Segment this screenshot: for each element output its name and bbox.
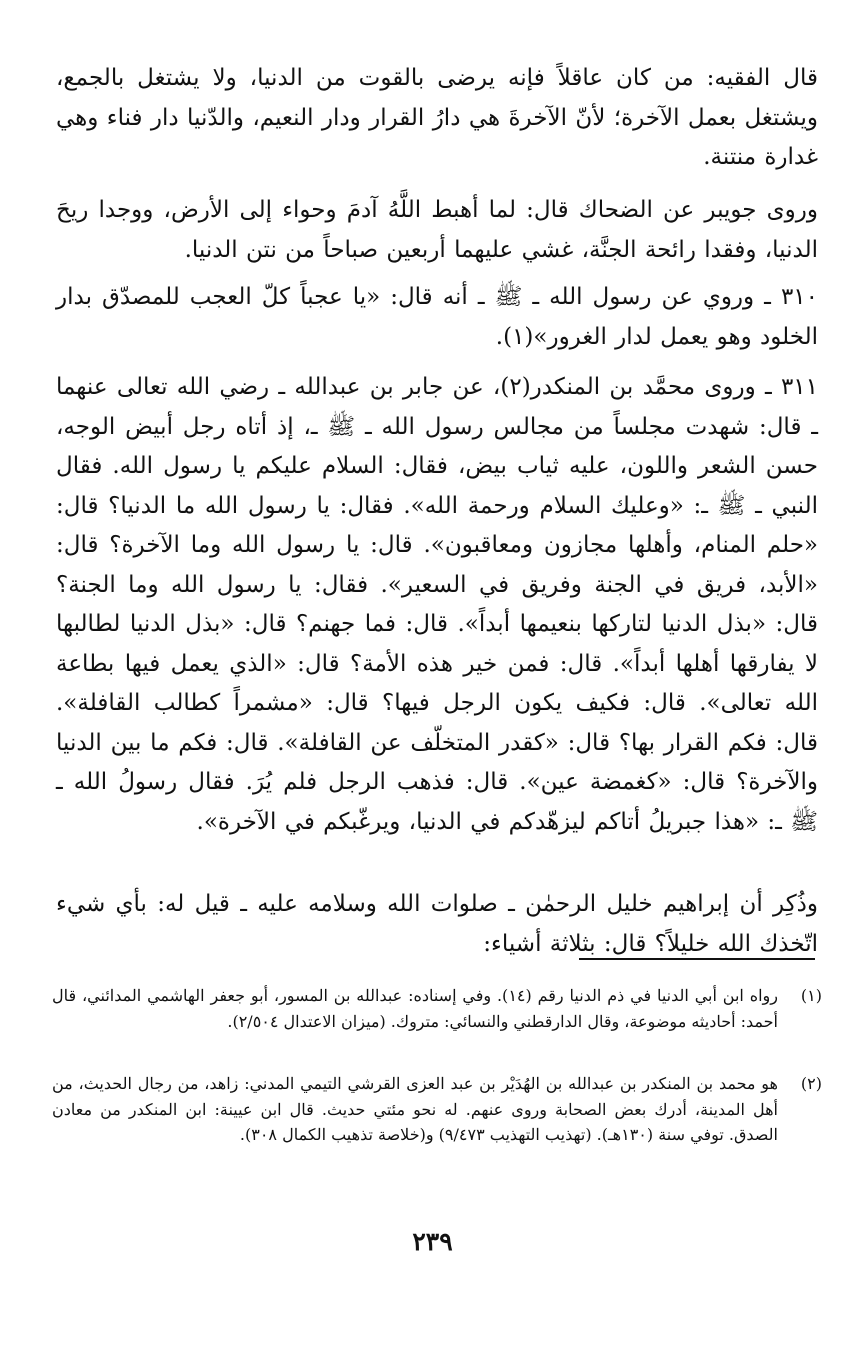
paragraph-juwaybir: وروى جويبر عن الضحاك قال: لما أهبط اللَّهُ آدمَ وحواء إلى الأرض، ووجدا ريحَ الدنيا، وفقدا رائحة الجنَّة، غشي عليهما أربعين صباحاً من نتن الدنيا. [56, 197, 818, 263]
footnote-2 [52, 1071, 822, 1148]
footnote-1 [52, 983, 822, 1034]
hadith-310: ٣١٠ ـ وروي عن رسول الله ـ ﷺ ـ أنه قال: «يا عجباً كلّ العجب للمصدّق بدار الخلود وهو يعمل لدار الغرور»(١). [56, 284, 818, 350]
footnote-number: (٢) [800, 1074, 822, 1093]
footnote-number: (١) [800, 986, 822, 1005]
paragraph-faqih: قال الفقيه: من كان عاقلاً فإنه يرضى بالقوت من الدنيا، ولا يشتغل بالجمع، ويشتغل بعمل الآخرة؛ لأنّ الآخرةَ هي دارُ القرار ودار النعيم، والدّنيا دار فناء وهي غدارة منتنة. [56, 65, 818, 170]
footnote-divider [579, 958, 815, 960]
paragraph-ibrahim: وذُكِر أن إبراهيم خليل الرحمٰن ـ صلوات الله وسلامه عليه ـ قيل له: بأي شيء اتّخذك الله خليلاً؟ قال: بثلاثة أشياء: [56, 891, 818, 957]
footnote-text: رواه ابن أبي الدنيا في ذم الدنيا رقم (١٤). وفي إسناده: عبدالله بن المسور، أبو جعفر الهاشمي المدائني، قال أحمد: أحاديثه موضوعة، وقال الدارقطني والنسائي: متروك. (ميزان الاعتدال ٢/٥٠٤). [52, 986, 779, 1031]
page-number: ٢٣٩ [412, 1227, 453, 1256]
footnote-text: هو محمد بن المنكدر بن عبدالله بن الهُدَيْر بن عبد العزى القرشي التيمي المدني: زاهد، من رجال الحديث، من أهل المدينة، أدرك بعض الصحابة وروى عنهم. له نحو مئتي حديث. قال ابن عيينة: ابن المنكدر من معادن الصدق. توفي سنة (١٣٠هـ). (تهذيب التهذيب ٩/٤٧٣) و(خلاصة تذهيب الكمال ٣٠٨). [52, 1074, 778, 1144]
hadith-311: ٣١١ ـ وروى محمَّد بن المنكدر(٢)، عن جابر بن عبدالله ـ رضي الله تعالى عنهما ـ قال: شهدت مجلساً من مجالس رسول الله ـ ﷺ ـ، إذ أتاه رجل أبيض الوجه، حسن الشعر واللون، عليه ثياب بيض، فقال: السلام عليكم يا رسول الله. فقال النبي ـ ﷺ ـ: «وعليك السلام ورحمة الله». فقال: يا رسول الله ما الدنيا؟ قال: «حلم المنام، وأهلها مجازون ومعاقبون». قال: يا رسول الله وما الآخرة؟ قال: «الأبد، فريق في الجنة وفريق في السعير». فقال: يا رسول الله وما الجنة؟ قال: «بذل الدنيا لتاركها بنعيمها أبداً». قال: فما جهنم؟ قال: «بذل الدنيا لطالبها لا يفارقها أهلها أبداً». قال: فمن خير هذه الأمة؟ قال: «الذي يعمل فيها بطاعة الله تعالى». قال: فكيف يكون الرجل فيها؟ قال: «مشمراً كطالب القافلة». قال: فكم القرار بها؟ قال: «كقدر المتخلّف عن القافلة». قال: فكم ما بين الدنيا والآخرة؟ قال: «كغمضة عين». قال: فذهب الرجل فلم يُرَ. فقال رسولُ الله ـ ﷺ ـ: «هذا جبريلُ أتاكم ليزهّدكم في الدنيا، ويرغّبكم في الآخرة». [56, 374, 818, 835]
